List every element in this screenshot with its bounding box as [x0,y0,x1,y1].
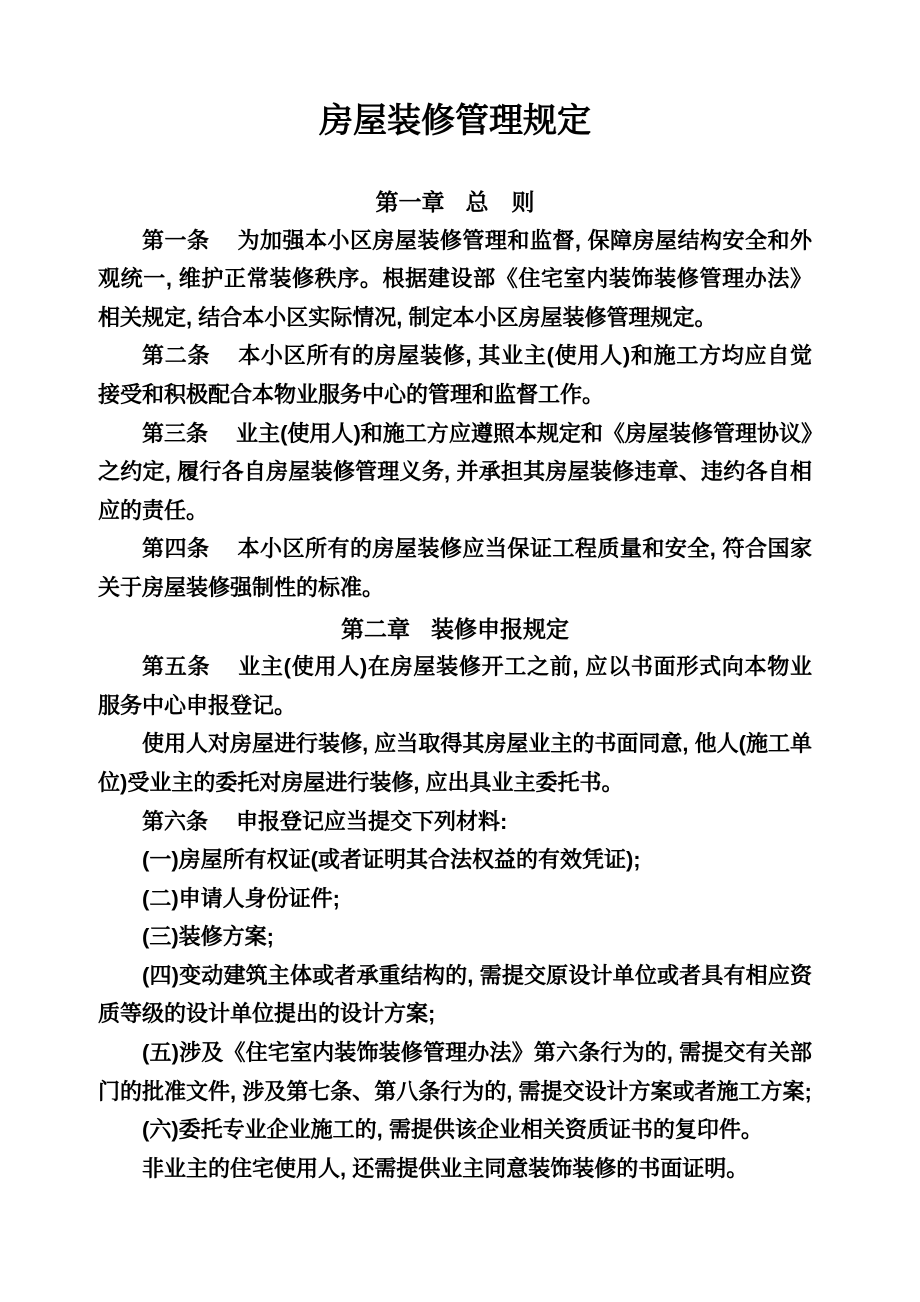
article-4-label: 第四条 [142,536,210,562]
article-2 [98,337,812,414]
article-5 [98,648,812,725]
list-item-5 [98,1034,812,1111]
article-3-text: 业主(使用人)和施工方应遵照本规定和《房屋装修管理协议》之约定, 履行各自房屋装修管理义务, 并承担其房屋装修违章、违约各自相应的责任。 [98,420,812,523]
list-item-text: (三)装修方案; [142,924,274,950]
article-4-text: 本小区所有的房屋装修应当保证工程质量和安全, 符合国家关于房屋装修强制性的标准。 [98,536,812,600]
list-item-6 [98,1111,812,1150]
article-6-text: 申报登记应当提交下列材料: [236,808,508,834]
article-2-label: 第二条 [142,343,211,369]
list-item-text: (一)房屋所有权证(或者证明其合法权益的有效凭证); [142,847,641,873]
list-item-1 [98,841,812,880]
chapter-name: 装修申报规定 [431,615,569,642]
article-4 [98,530,812,607]
article-1 [98,222,812,338]
list-item-text: (六)委托专业企业施工的, 需提供该企业相关资质证书的复印件。 [142,1117,763,1143]
chapter-name: 总 则 [465,189,535,215]
list-item-text: (五)涉及《住宅室内装饰装修管理办法》第六条行为的, 需提交有关部门的批准文件, 涉及第七条、第八条行为的, 需提交设计方案或者施工方案; [98,1040,812,1104]
list-item-text: (二)申请人身份证件; [142,885,340,911]
paragraph-text: 使用人对房屋进行装修, 应当取得其房屋业主的书面同意, 他人(施工单位)受业主的委托对房屋进行装修, 应出具业主委托书。 [98,731,812,795]
paragraph-non-owner [98,1150,812,1189]
list-item-3 [98,918,812,957]
chapter-heading-1 [98,183,812,222]
article-1-label: 第一条 [142,227,210,253]
article-3-label: 第三条 [142,420,209,446]
article-5-label: 第五条 [142,654,211,680]
chapter-heading-2 [98,610,812,649]
list-item-text: (四)变动建筑主体或者承重结构的, 需提交原设计单位或者具有相应资质等级的设计单位提出的设计方案; [98,962,812,1027]
list-item-4 [98,957,812,1034]
paragraph-usage-consent [98,725,812,802]
article-1-text: 为加强本小区房屋装修管理和监督, 保障房屋结构安全和外观统一, 维护正常装修秩序。根据建设部《住宅室内装饰装修管理办法》相关规定, 结合本小区实际情况, 制定本小区房屋装修管理规定。 [98,227,812,330]
list-item-2 [98,880,812,919]
paragraph-text: 非业主的住宅使用人, 还需提供业主同意装饰装修的书面证明。 [142,1155,749,1181]
article-2-text: 本小区所有的房屋装修, 其业主(使用人)和施工方均应自觉接受和积极配合本物业服务中心的管理和监督工作。 [98,343,812,407]
document-title: 房屋装修管理规定 [319,102,591,140]
article-3 [98,415,812,531]
article-5-text: 业主(使用人)在房屋装修开工之前, 应以书面形式向本物业服务中心申报登记。 [98,654,812,718]
article-6-label: 第六条 [142,808,209,834]
article-6 [98,803,812,842]
chapter-number: 第二章 [341,615,410,642]
chapter-number: 第一章 [375,189,445,215]
